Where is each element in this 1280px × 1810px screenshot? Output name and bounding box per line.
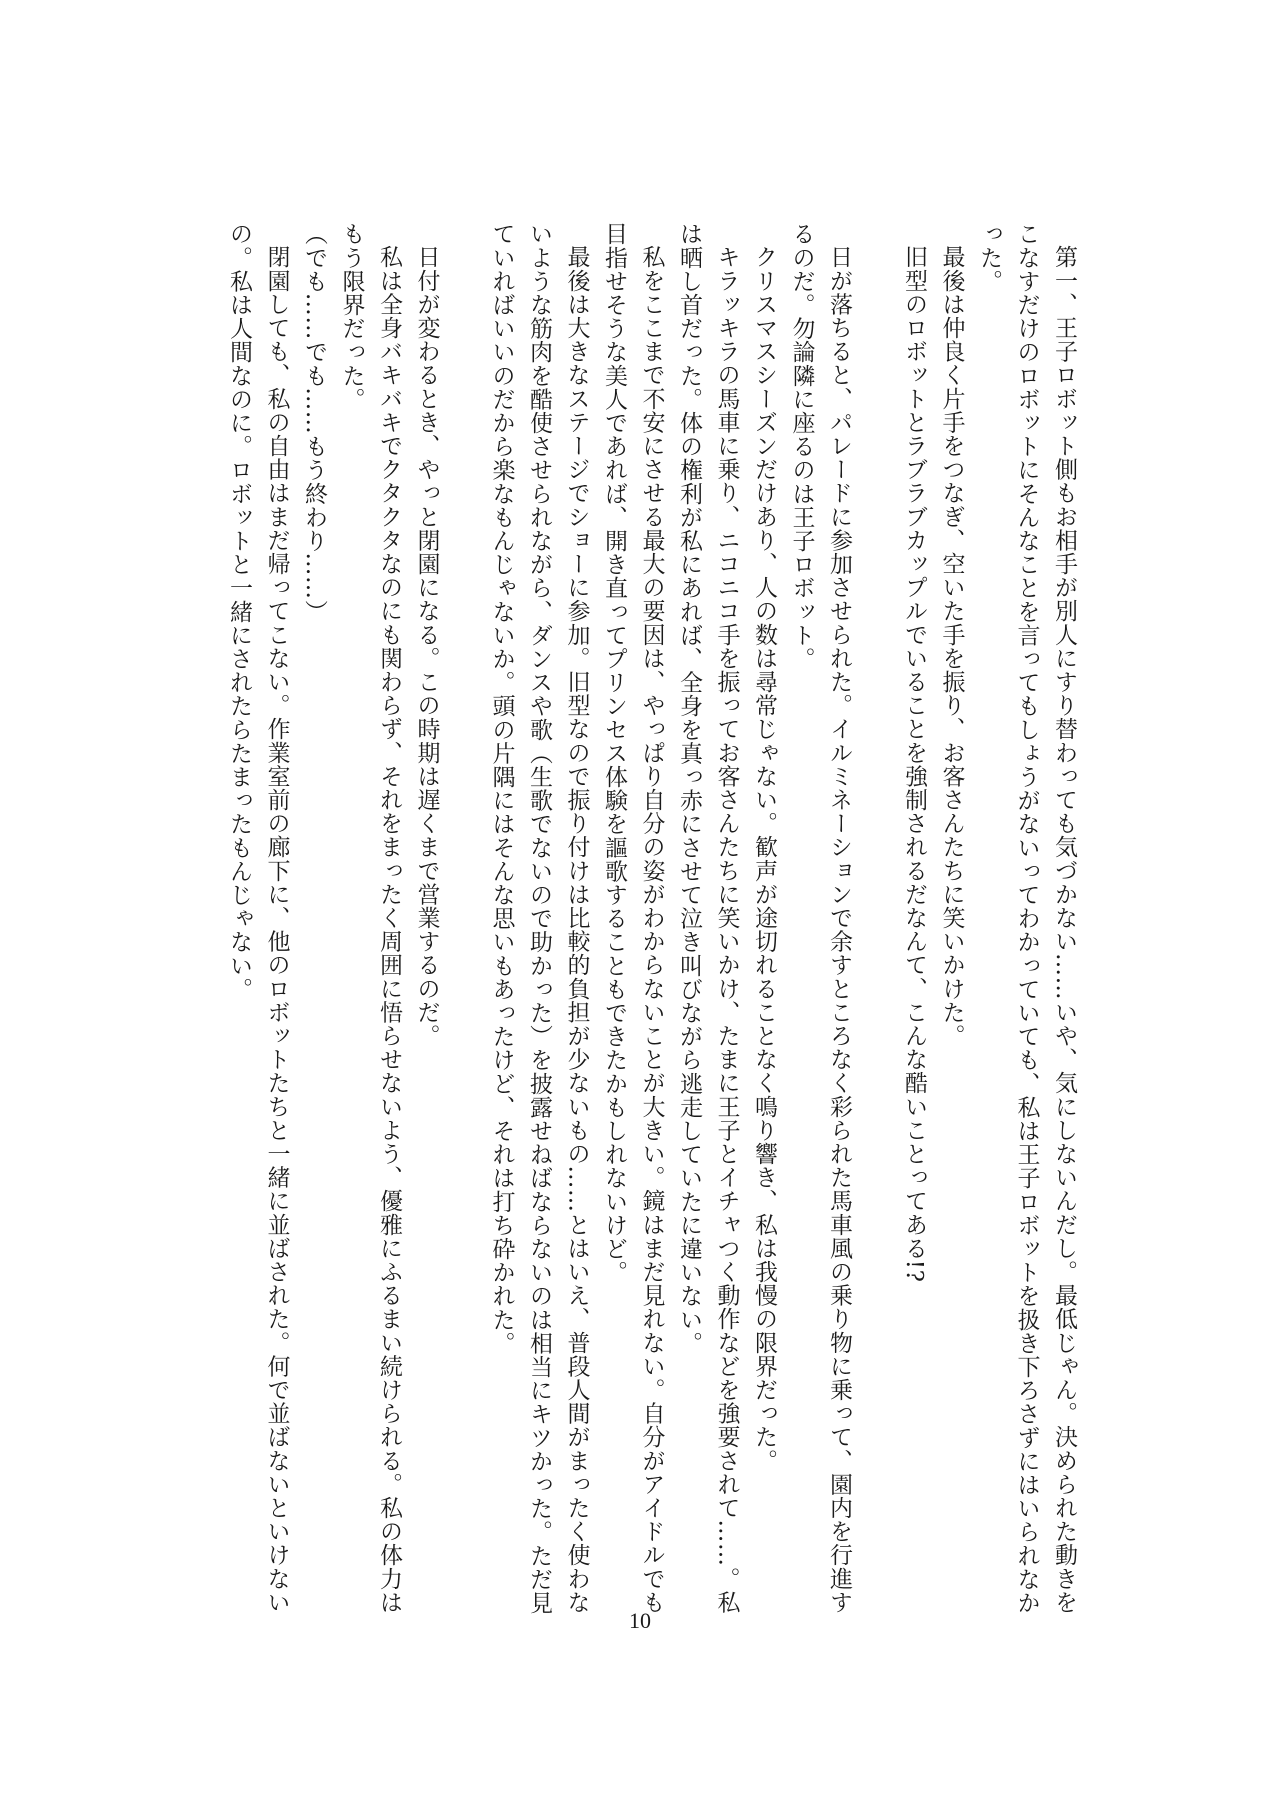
paragraph: 日が落ちると、パレードに参加させられた。イルミネーションで余すところなく彩られた馬車風の乗り物に乗って、園内を行進するのだ。勿論隣に座るのは王子ロボット。 [788, 222, 852, 1614]
paragraph: 閉園しても、私の自由はまだ帰ってこない。作業室前の廊下に、他のロボットたちと一緒に並ばされた。何で並ばないといけないの。私は人間なのに。ロボットと一緒にされたらたまったもんじゃない。 [226, 222, 290, 1614]
paragraph: 私をここまで不安にさせる最大の要因は、やっぱり自分の姿がわからないことが大きい。鏡はまだ見れない。自分がアイドルでも目指せそうな美人であれば、開き直ってプリンセス体験を謳歌することもできたかもしれないけど。 [601, 222, 665, 1614]
paragraph: クリスマスシーズンだけあり、人の数は尋常じゃない。歓声が途切れることなく鳴り響き、私は我慢の限界だった。 [751, 245, 777, 1473]
paragraph: キラッキラの馬車に乗り、ニコニコ手を振ってお客さんたちに笑いかけ、たまに王子とイチャつく動作などを強要されて……。私は晒し首だった。体の権利が私にあれば、全身を真っ赤にさせて泣き叫びながら逃走していたに違いない。 [676, 222, 740, 1614]
paragraph: 第一、王子ロボット側もお相手が別人にすり替わっても気づかない……いや、気にしないんだし。最低じゃん。決められた動きをこなすだけのロボットにそんなことを言ってもしょうがないってわかっていても、私は王子ロボットを扱き下ろさずにはいられなかった。 [976, 222, 1077, 1615]
paragraph: 旧型のロボットとラブラブカップルでいることを強制されるだなんて、こんな酷いことってある!? [901, 245, 927, 1283]
vertical-text-body [182, 222, 1082, 1634]
paragraph: 日付が変わるとき、やっと閉園になる。この時期は遅くまで営業するのだ。 [413, 245, 440, 1048]
paragraph: 最後は仲良く片手をつなぎ、空いた手を振り、お客さんたちに笑いかけた。 [938, 245, 965, 1048]
section-break [445, 222, 483, 1634]
section-break [857, 222, 895, 1634]
paragraph-thought: （でも……でも……もう終わり……） [301, 222, 327, 624]
page-number: 10 [629, 1608, 651, 1633]
paragraph: 最後は大きなステージでショーに参加。旧型なので振り付けは比較的負担が少ないもの……とはいえ、普段人間がまったく使わないような筋肉を酷使させられながら、ダンスや歌（生歌でないので助かった）を披露せねばならないのは相当にキツかった。ただ見ていればいいのだから楽なもんじゃないか。頭の片隅にはそんな思いもあったけど、それは打ち砕かれた。 [488, 222, 590, 1615]
paragraph: 私は全身バキバキでクタクタなのにも関わらず、それをまったく周囲に悟らせないよう、優雅にふるまい続けられる。私の体力はもう限界だった。 [338, 222, 402, 1614]
